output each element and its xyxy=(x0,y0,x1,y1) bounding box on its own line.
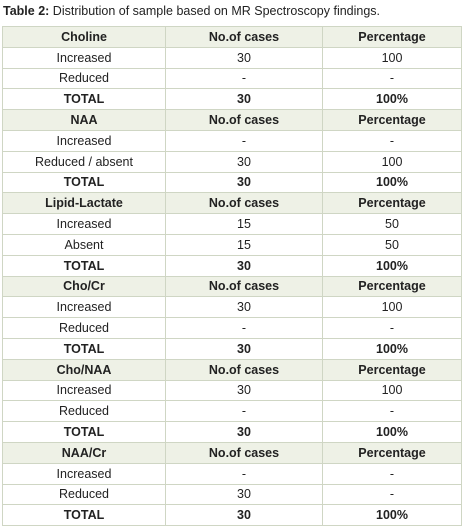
table-cell: - xyxy=(166,401,323,422)
section-header-row xyxy=(3,442,462,463)
table-caption-label: Table 2: xyxy=(3,4,50,18)
table-body xyxy=(3,27,462,526)
table-row xyxy=(3,297,462,318)
table-cell: Cho/NAA xyxy=(3,359,166,380)
table-cell: 30 xyxy=(166,505,323,526)
table-cell: 100% xyxy=(323,505,462,526)
table-cell: 15 xyxy=(166,234,323,255)
table-cell: Percentage xyxy=(323,442,462,463)
table-cell: TOTAL xyxy=(3,422,166,443)
table-cell: NAA/Cr xyxy=(3,442,166,463)
table-cell: Percentage xyxy=(323,110,462,131)
table-row xyxy=(3,401,462,422)
table-cell: 100 xyxy=(323,297,462,318)
table-cell: - xyxy=(166,463,323,484)
table-cell: Lipid-Lactate xyxy=(3,193,166,214)
table-row xyxy=(3,68,462,89)
table-cell: Cho/Cr xyxy=(3,276,166,297)
table-cell: Reduced xyxy=(3,68,166,89)
table-cell: No.of cases xyxy=(166,27,323,48)
table-cell: 30 xyxy=(166,338,323,359)
table-cell: Reduced xyxy=(3,401,166,422)
table-cell: 30 xyxy=(166,255,323,276)
table-cell: TOTAL xyxy=(3,338,166,359)
table-cell: No.of cases xyxy=(166,359,323,380)
table-cell: Absent xyxy=(3,234,166,255)
table-cell: 15 xyxy=(166,214,323,235)
table-row xyxy=(3,463,462,484)
table-cell: TOTAL xyxy=(3,172,166,193)
table-cell: 100% xyxy=(323,172,462,193)
table-cell: 30 xyxy=(166,380,323,401)
table-cell: 30 xyxy=(166,484,323,505)
table-caption-text: Distribution of sample based on MR Spectroscopy findings. xyxy=(49,4,381,18)
table-row xyxy=(3,234,462,255)
table-cell: No.of cases xyxy=(166,442,323,463)
total-row xyxy=(3,505,462,526)
total-row xyxy=(3,422,462,443)
table-cell: Reduced xyxy=(3,318,166,339)
total-row xyxy=(3,338,462,359)
table-cell: Choline xyxy=(3,27,166,48)
table-cell: TOTAL xyxy=(3,255,166,276)
table-cell: No.of cases xyxy=(166,193,323,214)
table-cell: Increased xyxy=(3,380,166,401)
table-cell: 100 xyxy=(323,380,462,401)
table-cell: 100% xyxy=(323,422,462,443)
table-row xyxy=(3,47,462,68)
table-row xyxy=(3,130,462,151)
table-cell: 30 xyxy=(166,422,323,443)
table-caption xyxy=(3,3,380,19)
table-cell: NAA xyxy=(3,110,166,131)
table-cell: No.of cases xyxy=(166,110,323,131)
table-cell: - xyxy=(323,401,462,422)
table-cell: - xyxy=(166,130,323,151)
table-cell: 30 xyxy=(166,89,323,110)
table-cell: Reduced xyxy=(3,484,166,505)
table-cell: TOTAL xyxy=(3,505,166,526)
table-cell: 100% xyxy=(323,338,462,359)
table-row xyxy=(3,151,462,172)
table-cell: Percentage xyxy=(323,193,462,214)
table-cell: 30 xyxy=(166,297,323,318)
section-header-row xyxy=(3,110,462,131)
table-cell: Percentage xyxy=(323,276,462,297)
table-cell: 100% xyxy=(323,255,462,276)
table-cell: - xyxy=(323,68,462,89)
table-cell: 100 xyxy=(323,47,462,68)
section-header-row xyxy=(3,276,462,297)
spectroscopy-table xyxy=(2,26,462,526)
table-cell: TOTAL xyxy=(3,89,166,110)
section-header-row xyxy=(3,193,462,214)
table-cell: - xyxy=(323,484,462,505)
table-cell: - xyxy=(323,130,462,151)
table-cell: Increased xyxy=(3,47,166,68)
table-row xyxy=(3,318,462,339)
table-cell: Increased xyxy=(3,463,166,484)
table-cell: - xyxy=(166,68,323,89)
table-cell: 30 xyxy=(166,151,323,172)
section-header-row xyxy=(3,27,462,48)
table-cell: 100 xyxy=(323,151,462,172)
table-row xyxy=(3,484,462,505)
total-row xyxy=(3,172,462,193)
table-cell: Increased xyxy=(3,214,166,235)
total-row xyxy=(3,89,462,110)
table-cell: Percentage xyxy=(323,27,462,48)
total-row xyxy=(3,255,462,276)
section-header-row xyxy=(3,359,462,380)
table-cell: - xyxy=(323,318,462,339)
table-cell: No.of cases xyxy=(166,276,323,297)
table-cell: 50 xyxy=(323,214,462,235)
table-cell: Percentage xyxy=(323,359,462,380)
table-cell: 50 xyxy=(323,234,462,255)
table-cell: 30 xyxy=(166,172,323,193)
table-cell: 30 xyxy=(166,47,323,68)
table-row xyxy=(3,214,462,235)
table-cell: Increased xyxy=(3,130,166,151)
table-cell: Reduced / absent xyxy=(3,151,166,172)
table-cell: - xyxy=(323,463,462,484)
table-cell: - xyxy=(166,318,323,339)
table-row xyxy=(3,380,462,401)
table-cell: 100% xyxy=(323,89,462,110)
table-cell: Increased xyxy=(3,297,166,318)
